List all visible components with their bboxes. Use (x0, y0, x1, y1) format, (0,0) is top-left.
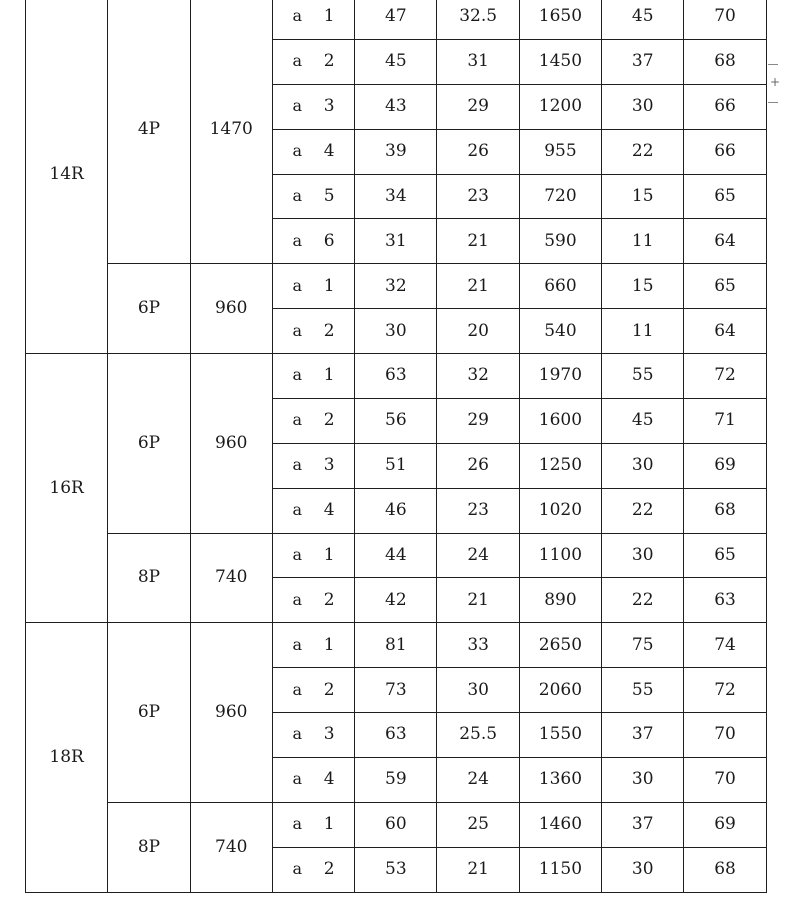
value-flow: 56 (355, 398, 437, 443)
value-flow: 46 (355, 488, 437, 533)
value-flow: 32 (355, 264, 437, 309)
impeller-id-number: 2 (323, 320, 335, 341)
value-pressure: 26 (437, 443, 519, 488)
impeller-id-letter: a (292, 455, 303, 475)
value-noise: 66 (684, 84, 766, 129)
value-power: 55 (602, 668, 684, 713)
margin-plus-icon: + (770, 75, 781, 89)
impeller-id-number: 3 (323, 96, 335, 117)
impeller-id-cell (272, 219, 354, 264)
impeller-id-number: 1 (323, 6, 335, 27)
value-flow: 31 (355, 219, 437, 264)
impeller-id-number: 2 (323, 51, 335, 72)
spec-table-body (26, 0, 767, 892)
value-airflow: 955 (519, 129, 601, 174)
impeller-id-letter: a (292, 320, 303, 340)
value-power: 22 (602, 129, 684, 174)
impeller-id-letter: a (292, 634, 303, 654)
impeller-id-cell (272, 398, 354, 443)
impeller-id-letter: a (292, 410, 303, 430)
value-noise: 71 (684, 398, 766, 443)
value-flow: 53 (355, 847, 437, 892)
impeller-id-letter: a (292, 769, 303, 789)
value-noise: 69 (684, 802, 766, 847)
value-airflow: 890 (519, 578, 601, 623)
impeller-id-number: 1 (323, 544, 335, 565)
impeller-id-letter: a (292, 724, 303, 744)
impeller-id-number: 4 (323, 769, 335, 790)
value-pressure: 26 (437, 129, 519, 174)
impeller-id-letter: a (292, 230, 303, 250)
value-pressure: 25.5 (437, 713, 519, 758)
value-noise: 66 (684, 129, 766, 174)
pole-cell: 8P (108, 802, 190, 892)
impeller-id-cell (272, 443, 354, 488)
speed-cell: 960 (190, 354, 272, 534)
value-flow: 60 (355, 802, 437, 847)
value-airflow: 1650 (519, 0, 601, 39)
value-power: 11 (602, 219, 684, 264)
impeller-id-number: 1 (323, 634, 335, 655)
value-airflow: 660 (519, 264, 601, 309)
speed-cell: 960 (190, 623, 272, 803)
impeller-id-letter: a (292, 500, 303, 520)
value-pressure: 20 (437, 309, 519, 354)
table-row (26, 354, 767, 399)
impeller-id-number: 4 (323, 500, 335, 521)
model-cell: 14R (26, 0, 108, 354)
value-noise: 70 (684, 713, 766, 758)
pole-cell: 8P (108, 533, 190, 623)
value-airflow: 1970 (519, 354, 601, 399)
value-flow: 73 (355, 668, 437, 713)
value-noise: 72 (684, 668, 766, 713)
model-cell: 18R (26, 623, 108, 892)
impeller-id-cell (272, 309, 354, 354)
impeller-id-cell (272, 264, 354, 309)
impeller-id-cell (272, 668, 354, 713)
impeller-id-number: 1 (323, 814, 335, 835)
value-pressure: 25 (437, 802, 519, 847)
impeller-id-cell (272, 802, 354, 847)
value-flow: 34 (355, 174, 437, 219)
pole-cell: 6P (108, 354, 190, 534)
impeller-id-number: 4 (323, 141, 335, 162)
value-airflow: 1150 (519, 847, 601, 892)
speed-cell: 960 (190, 264, 272, 354)
value-power: 30 (602, 757, 684, 802)
impeller-id-letter: a (292, 141, 303, 161)
impeller-id-letter: a (292, 589, 303, 609)
value-pressure: 33 (437, 623, 519, 668)
model-cell: 16R (26, 354, 108, 623)
speed-cell: 740 (190, 802, 272, 892)
impeller-id-number: 1 (323, 275, 335, 296)
value-flow: 47 (355, 0, 437, 39)
value-noise: 68 (684, 847, 766, 892)
value-pressure: 21 (437, 219, 519, 264)
value-airflow: 2650 (519, 623, 601, 668)
value-pressure: 29 (437, 398, 519, 443)
impeller-id-number: 5 (323, 185, 335, 206)
pole-cell: 6P (108, 264, 190, 354)
impeller-id-letter: a (292, 51, 303, 71)
impeller-id-cell (272, 354, 354, 399)
value-airflow: 1600 (519, 398, 601, 443)
value-pressure: 24 (437, 757, 519, 802)
impeller-id-cell (272, 847, 354, 892)
value-airflow: 1020 (519, 488, 601, 533)
value-pressure: 21 (437, 264, 519, 309)
value-noise: 64 (684, 309, 766, 354)
value-airflow: 1200 (519, 84, 601, 129)
value-airflow: 540 (519, 309, 601, 354)
value-noise: 70 (684, 0, 766, 39)
value-airflow: 1450 (519, 39, 601, 84)
impeller-id-number: 2 (323, 410, 335, 431)
value-pressure: 23 (437, 174, 519, 219)
value-flow: 51 (355, 443, 437, 488)
value-power: 45 (602, 0, 684, 39)
spec-table (25, 0, 767, 893)
impeller-id-number: 1 (323, 365, 335, 386)
value-power: 37 (602, 713, 684, 758)
impeller-id-letter: a (292, 275, 303, 295)
value-pressure: 29 (437, 84, 519, 129)
impeller-id-cell (272, 757, 354, 802)
pole-cell: 4P (108, 0, 190, 264)
value-noise: 68 (684, 39, 766, 84)
table-row (26, 533, 767, 578)
value-power: 75 (602, 623, 684, 668)
value-pressure: 21 (437, 578, 519, 623)
value-pressure: 30 (437, 668, 519, 713)
impeller-id-letter: a (292, 814, 303, 834)
value-power: 15 (602, 174, 684, 219)
impeller-id-cell (272, 39, 354, 84)
value-flow: 44 (355, 533, 437, 578)
impeller-id-cell (272, 623, 354, 668)
value-noise: 65 (684, 264, 766, 309)
impeller-id-cell (272, 533, 354, 578)
value-noise: 72 (684, 354, 766, 399)
value-power: 45 (602, 398, 684, 443)
value-power: 15 (602, 264, 684, 309)
impeller-id-cell (272, 713, 354, 758)
value-pressure: 32.5 (437, 0, 519, 39)
speed-cell: 740 (190, 533, 272, 623)
value-airflow: 1100 (519, 533, 601, 578)
impeller-id-letter: a (292, 185, 303, 205)
value-pressure: 24 (437, 533, 519, 578)
impeller-id-cell (272, 174, 354, 219)
value-power: 30 (602, 533, 684, 578)
impeller-id-number: 3 (323, 455, 335, 476)
value-flow: 43 (355, 84, 437, 129)
impeller-id-cell (272, 578, 354, 623)
value-power: 22 (602, 488, 684, 533)
table-row (26, 264, 767, 309)
value-power: 30 (602, 84, 684, 129)
value-power: 30 (602, 847, 684, 892)
margin-mark-top (768, 64, 778, 65)
impeller-id-cell (272, 129, 354, 174)
impeller-id-number: 3 (323, 724, 335, 745)
value-flow: 63 (355, 713, 437, 758)
value-noise: 65 (684, 533, 766, 578)
value-flow: 45 (355, 39, 437, 84)
value-power: 37 (602, 39, 684, 84)
impeller-id-number: 2 (323, 859, 335, 880)
value-airflow: 2060 (519, 668, 601, 713)
impeller-id-number: 2 (323, 679, 335, 700)
value-noise: 69 (684, 443, 766, 488)
impeller-id-letter: a (292, 365, 303, 385)
impeller-id-cell (272, 488, 354, 533)
impeller-id-letter: a (292, 544, 303, 564)
value-pressure: 23 (437, 488, 519, 533)
value-power: 55 (602, 354, 684, 399)
value-noise: 64 (684, 219, 766, 264)
value-pressure: 32 (437, 354, 519, 399)
impeller-id-letter: a (292, 679, 303, 699)
value-noise: 74 (684, 623, 766, 668)
value-pressure: 31 (437, 39, 519, 84)
impeller-id-cell (272, 84, 354, 129)
value-airflow: 1250 (519, 443, 601, 488)
value-flow: 81 (355, 623, 437, 668)
value-power: 22 (602, 578, 684, 623)
value-flow: 63 (355, 354, 437, 399)
value-airflow: 1550 (519, 713, 601, 758)
value-flow: 39 (355, 129, 437, 174)
speed-cell: 1470 (190, 0, 272, 264)
impeller-id-letter: a (292, 6, 303, 26)
value-pressure: 21 (437, 847, 519, 892)
value-noise: 63 (684, 578, 766, 623)
value-airflow: 1460 (519, 802, 601, 847)
value-airflow: 720 (519, 174, 601, 219)
impeller-id-letter: a (292, 96, 303, 116)
value-flow: 59 (355, 757, 437, 802)
margin-mark-bottom (768, 102, 778, 103)
value-power: 11 (602, 309, 684, 354)
pole-cell: 6P (108, 623, 190, 803)
value-noise: 70 (684, 757, 766, 802)
impeller-id-cell (272, 0, 354, 39)
value-power: 37 (602, 802, 684, 847)
value-noise: 65 (684, 174, 766, 219)
impeller-id-number: 2 (323, 589, 335, 610)
value-airflow: 590 (519, 219, 601, 264)
table-row (26, 802, 767, 847)
impeller-id-letter: a (292, 859, 303, 879)
impeller-id-number: 6 (323, 230, 335, 251)
value-flow: 42 (355, 578, 437, 623)
table-row (26, 623, 767, 668)
table-row (26, 0, 767, 39)
value-airflow: 1360 (519, 757, 601, 802)
value-flow: 30 (355, 309, 437, 354)
value-noise: 68 (684, 488, 766, 533)
value-power: 30 (602, 443, 684, 488)
